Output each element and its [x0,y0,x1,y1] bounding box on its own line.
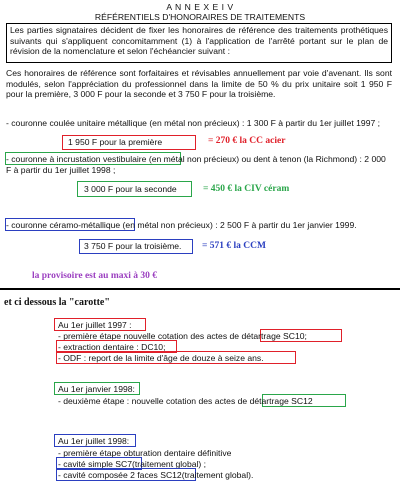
annex-label: A N N E X E I V [166,2,234,12]
simple-cavity-detail: (traitement global) ; [132,459,207,469]
compound-cavity-sc12: - cavité composée 2 faces SC12 [58,470,182,480]
fees-paragraph: Ces honoraires de référence sont forfaitaires et révisables annuellement par voie d'avenant. Ils sont modulés, selon l'appréciation du professionnel dans la limite de 50 % du prix unitaire soit 1 950 F pour la première, 3 000 F pour la seconde et 3 750 F pour la troisième. [6,68,392,99]
extraction-dc10: - extraction dentaire : DC10 [58,342,164,352]
price-first: 1 950 F pour la première [68,137,163,147]
item-cast-crown: - couronne coulée unitaire métallique (en métal non précieux) : 1 300 F à partir du 1er juillet 1997 ; [6,118,381,128]
intro-text: Les parties signataires décident de fixer les honoraires de référence des traitements prothétiques suivants qui s'appliquent concomitamment (1) à l'application de l'arrêté portant sur le plan de révision de la nomenclature et selon l'échéancier suivant : [10,25,388,56]
carrot-heading: et ci dessous la "carotte" [4,297,110,308]
date-jul-1998-colon: : [126,436,130,446]
note-civ-ceram: = 450 € la CIV céram [203,184,290,194]
date-jul-1998 [58,436,129,447]
simple-cavity-sc7: - cavité simple SC7 [58,459,133,469]
date-jan-1998 [58,384,135,395]
scaling-sc10-end: ; [304,331,307,341]
item-vestibular-crown [6,154,392,175]
ceramo-metal-detail: (en métal non précieux) : 2 500 F à partir du 1er janvier 1999. [120,220,357,230]
section-divider [0,288,400,290]
date-jul-1998-text: Au 1er juillet 1998 [58,436,127,446]
note-provisional: la provisoire est au maxi à 30 € [32,271,157,281]
scaling-step1-text: - première étape nouvelle cotation des actes de [58,331,242,341]
scaling-step2-text: - deuxième étape : nouvelle cotation des actes de [58,396,250,406]
vestibular-crown-detail: (en métal non précieux) ou dent à tenon (la Richmond) : 2 000 F à partir du 1er juillet 1998 ; [6,154,386,175]
vestibular-crown-label: - couronne à incrustation vestibulaire [6,154,147,164]
item-ceramo-metal-crown [6,220,392,231]
line-compound-cavity [58,470,253,481]
line-odf-age-limit: - ODF : report de la limite d'âge de douze à seize ans. [58,353,264,363]
date-jan-1998-text: Au 1er janvier 1998 [58,384,133,394]
compound-cavity-detail: (traitement global). [181,470,254,480]
line-definitive-filling: - première étape obturation dentaire définitive [58,448,232,458]
extraction-end: ; [163,342,166,352]
ceramo-metal-label: - couronne céramo-métallique [6,220,121,230]
note-cc-steel: = 270 € la CC acier [208,136,286,146]
note-ccm: = 571 € la CCM [202,241,266,251]
date-jul-1997: Au 1er juillet 1997 : [58,320,132,330]
document-title: RÉFÉRENTIELS D'HONORAIRES DE TRAITEMENTS [94,12,306,22]
line-scaling-sc12 [58,396,313,407]
scaling-sc12: détartrage SC12 [249,396,313,406]
scaling-sc10: détartrage SC10 [241,331,305,341]
date-jan-1998-colon: : [132,384,135,394]
price-second: 3 000 F pour la seconde [84,184,177,194]
price-third: 3 750 F pour la troisième. [84,241,182,251]
